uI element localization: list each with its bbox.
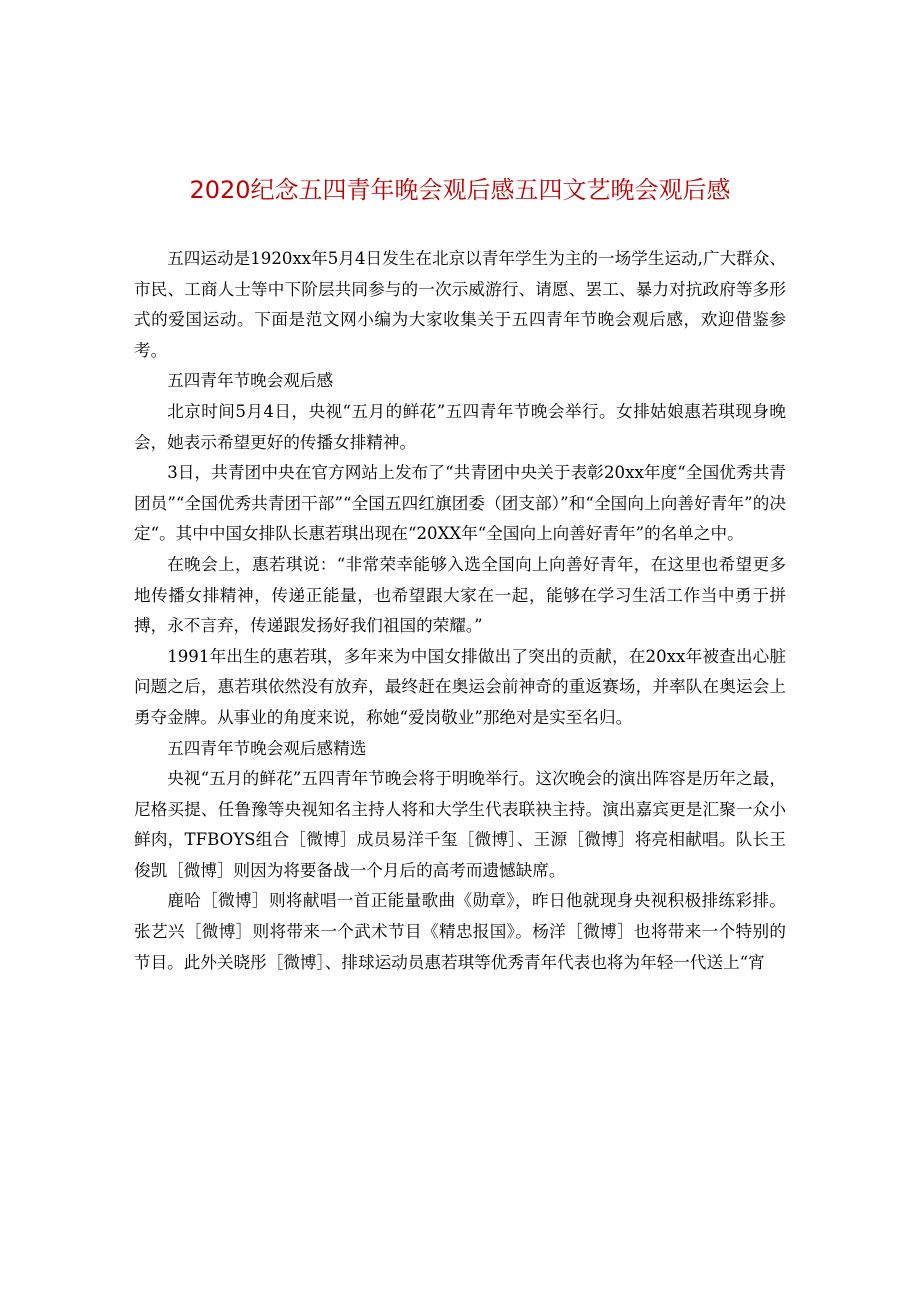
paragraph-intro: 五四运动是1920xx年5月4日发生在北京以青年学生为主的一场学生运动,广大群众、市民、工商人士等中下阶层共同参与的一次示威游行、请愿、罢工、暴力对抗政府等多形式的爱国运动。下面是范文网小编为大家收集关于五四青年节晚会观后感，欢迎借鉴参考。 [134,249,786,360]
paragraph: 鹿哈［微博］则将献唱一首正能量歌曲《勋章》，昨日他就现身央视积极排练彩排。张艺兴［微博］则将带来一个武术节目《精忠报国》。杨洋［微博］也将带来一个特别的节目。此外关晓彤［微博］、排球运动员惠若琪等优秀青年代表也将为年轻一代送上“宵 [134,891,786,972]
paragraph: 3日，共青团中央在官方网站上发布了“共青团中央关于表彰20xx年度“全国优秀共青团员”“全国优秀共青团干部”“全国五四红旗团委（团支部）”和“全国向上向善好青年”的决定“。其中中国女排队长惠若琪出现在“20XX年“全国向上向善好青年”的名单之中。 [134,463,786,544]
section-heading: 五四青年节晚会观后感 [167,371,334,391]
paragraph: 央视“五月的鲜花”五四青年节晚会将于明晚举行。这次晚会的演出阵容是历年之最，尼格买提、任鲁豫等央视知名主持人将和大学生代表联袂主持。演出嘉宾更是汇聚一众小鲜肉，TFBOYS组合［微博］成员易洋千玺［微博］、王源［微博］将亮相献唱。队长王俊凯［微博］则因为将要备战一个月后的高考而遗憾缺席。 [134,769,786,880]
paragraph: 在晚会上，惠若琪说：“非常荣幸能够入选全国向上向善好青年，在这里也希望更多地传播女排精神，传递正能量，也希望跟大家在一起，能够在学习生活工作当中勇于拼搏，永不言弃，传递跟发扬好我们祖国的荣耀。” [134,554,786,636]
document-title: 2020纪念五四青年晚会观后感五四文艺晚会观后感 [189,176,731,204]
paragraph: 北京时间5月4日，央视“五月的鲜花”五四青年节晚会举行。女排姑娘惠若琪现身晚会，她表示希望更好的传播女排精神。 [134,401,786,452]
paragraph: 1991年出生的惠若琪，多年来为中国女排做出了突出的贡献，在20xx年被查出心脏问题之后，惠若琪依然没有放弃，最终赶在奥运会前神奇的重返赛场，并率队在奥运会上勇夺金牌。从事业的角度来说，称她“爱岗敬业”那绝对是实至名归。 [134,646,786,727]
section-heading: 五四青年节晚会观后感精选 [167,738,367,758]
document-body [134,244,786,978]
